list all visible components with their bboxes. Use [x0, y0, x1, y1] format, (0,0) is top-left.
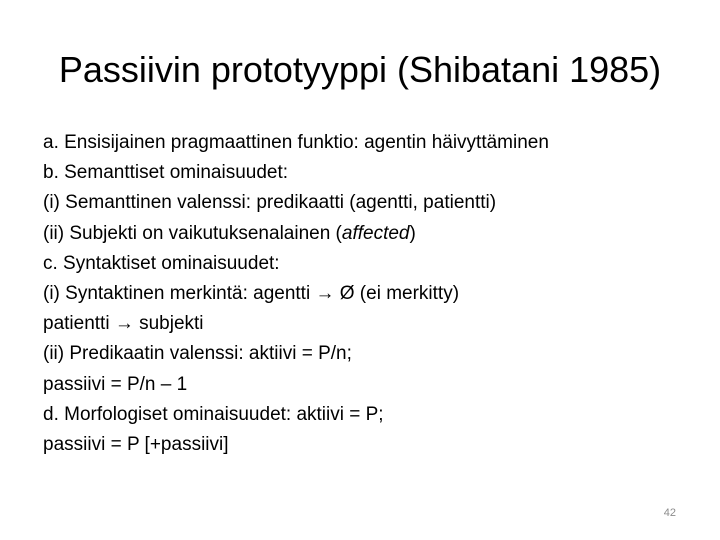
line-b-ii-subject-affected [43, 219, 693, 249]
line-c-syntactic-properties: c. Syntaktiset ominaisuudet: [43, 252, 280, 274]
page-number: 42 [663, 507, 676, 519]
line-c-ii-passive-valency: passiivi = P/n – 1 [43, 373, 188, 395]
line-a-pragmatic-function: a. Ensisijainen pragmaattinen funktio: agentin häivyttäminen [43, 132, 549, 153]
italic-term: affected [341, 222, 410, 244]
line-text: ) [409, 222, 416, 244]
line-text: (ii) Subjekti on vaikutuksenalainen ( [43, 222, 342, 244]
line-c-i-syntactic-marking: (i) Syntaktinen merkintä: agentti → Ø (ei merkitty) [43, 283, 460, 305]
line-c-i-patient-subject: patientti → subjekti [43, 313, 204, 335]
slide-body [43, 128, 693, 460]
slide-title: Passiivin prototyyppi (Shibatani 1985) [58, 49, 662, 90]
line-b-i-semantic-valency: (i) Semanttinen valenssi: predikaatti (agentti, patientti) [43, 192, 497, 214]
line-d-morphological-properties: d. Morfologiset ominaisuudet: aktiivi = P; [43, 403, 384, 425]
line-d-passive-morphology: passiivi = P [+passiivi] [43, 434, 229, 456]
line-c-ii-predicate-valency: (ii) Predikaatin valenssi: aktiivi = P/n; [43, 343, 352, 365]
line-b-semantic-properties: b. Semanttiset ominaisuudet: [43, 162, 289, 184]
